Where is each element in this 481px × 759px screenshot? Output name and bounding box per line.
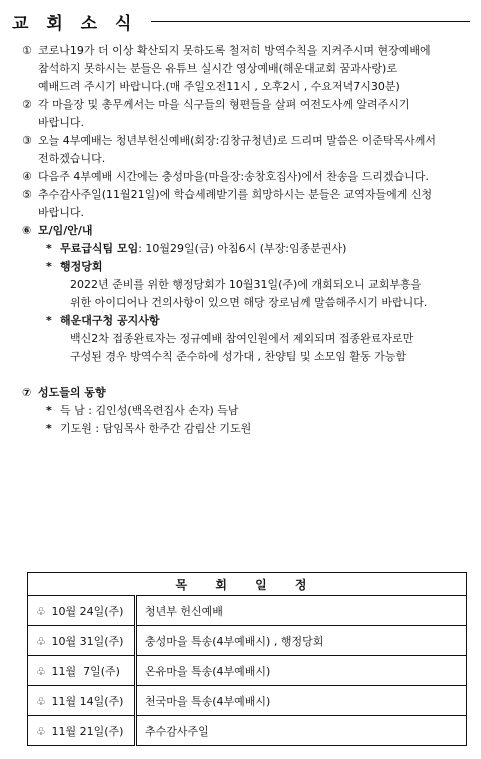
- news-item: [46, 420, 474, 438]
- section-title: 모/임/안/내: [38, 224, 93, 237]
- notice-text: 각 마을장 및 총무께서는 마을 식구들의 형편들을 살펴 여전도사께 알려주시기 바랍니다.: [38, 98, 410, 129]
- section-number: ⑦: [22, 386, 32, 399]
- news-item: [46, 402, 474, 420]
- meeting-label: 행정당회: [60, 260, 103, 273]
- notice-item: [22, 186, 474, 222]
- notice-text: 오늘 4부예배는 청년부헌신예배(회장:김창규청년)로 드리며 말씀은 이준탁목사께서 전하겠습니다.: [38, 134, 437, 165]
- table-row: [28, 656, 467, 686]
- news-text: 득 남 : 김인성(백옥련집사 손자) 득남: [60, 404, 239, 417]
- notice-item: [22, 132, 474, 168]
- bullet-star: *: [46, 260, 52, 273]
- bullet-star: *: [46, 404, 52, 417]
- schedule-date: [28, 716, 136, 746]
- schedule-event: 청년부 헌신예배: [136, 596, 467, 626]
- news-text: 기도원 : 담임목사 한주간 감림산 기도원: [60, 422, 252, 435]
- table-row: [28, 626, 467, 656]
- date-text: 11월 14일(주): [51, 694, 124, 708]
- notice-item: [22, 42, 474, 96]
- meeting-body: 백신2차 접종완료자는 정규예배 참여인원에서 제외되며 접종완료자로만 구성된 경우 방역수칙 준수하에 성가대 , 찬양팀 및 소모임 활동 가능함: [70, 332, 414, 363]
- bullet-star: *: [46, 314, 52, 327]
- notice-number: ⑤: [22, 188, 32, 201]
- schedule-date: [28, 656, 136, 686]
- schedule-date: [28, 686, 136, 716]
- meeting-item: [46, 240, 474, 258]
- clover-icon: ♧: [36, 634, 46, 648]
- schedule-table: [27, 572, 467, 746]
- meeting-body: 2022년 준비를 위한 행정당회가 10월31일(주)에 개회되오니 교회부흥을 위한 아이디어나 건의사항이 있으면 해당 장로님께 말씀해주시기 바랍니다.: [70, 278, 428, 309]
- notice-number: ②: [22, 98, 32, 111]
- notice-number: ①: [22, 44, 32, 57]
- schedule-date: [28, 626, 136, 656]
- notice-number: ③: [22, 134, 32, 147]
- schedule-event: 추수감사주일: [136, 716, 467, 746]
- table-row: [28, 716, 467, 746]
- meeting-section-heading: [22, 222, 474, 240]
- date-text: 11월 7일(주): [51, 664, 120, 678]
- clover-icon: ♧: [36, 604, 46, 618]
- clover-icon: ♧: [36, 694, 46, 708]
- notice-list: [22, 42, 474, 438]
- title-rule: [151, 21, 470, 22]
- meeting-label: 해운대구청 공지사항: [60, 314, 160, 327]
- news-section-heading: [22, 384, 474, 402]
- table-row: [28, 596, 467, 626]
- schedule-event: 천국마을 특송(4부예배시): [136, 686, 467, 716]
- schedule-date: [28, 596, 136, 626]
- schedule-event: 충성마을 특송(4부예배시) , 행정당회: [136, 626, 467, 656]
- bullet-star: *: [46, 242, 52, 255]
- schedule-event: 온유마을 특송(4부예배시): [136, 656, 467, 686]
- date-text: 10월 31일(주): [51, 634, 124, 648]
- notice-item: [22, 96, 474, 132]
- meeting-label: 무료급식팀 모임: [60, 242, 139, 255]
- table-row: [28, 686, 467, 716]
- clover-icon: ♧: [36, 664, 46, 678]
- notice-number: ④: [22, 170, 32, 183]
- section-title: 성도들의 동향: [38, 386, 106, 399]
- notice-item: [22, 168, 474, 186]
- meeting-item: [46, 258, 474, 312]
- meeting-item: [46, 312, 474, 366]
- schedule-title: 목 회 일 정: [28, 573, 467, 596]
- header: [12, 10, 470, 32]
- bullet-star: *: [46, 422, 52, 435]
- clover-icon: ♧: [36, 724, 46, 738]
- notice-text: 코로나19가 더 이상 확산되지 못하도록 철저히 방역수칙을 지켜주시며 현장예배에 참석하지 못하시는 분들은 유튜브 실시간 영상예배(해운대교회 꿈과사랑)로 예배드려 주시기 바랍니다.(매 주일오전11시 , 오후2시 , 수요저녁7시30분): [38, 44, 431, 93]
- meeting-detail: : 10월29일(금) 아침6시 (부장:임종분권사): [138, 242, 347, 255]
- page-title: 교 회 소 식: [12, 13, 138, 34]
- notice-text: 추수감사주일(11월21일)에 학습세례받기를 희망하시는 분들은 교역자들에게 신청 바랍니다.: [38, 188, 433, 219]
- date-text: 10월 24일(주): [51, 604, 124, 618]
- date-text: 11월 21일(주): [51, 724, 124, 738]
- notice-text: 다음주 4부예배 시간에는 충성마을(마을장:송창호집사)에서 찬송을 드리겠습니다.: [38, 170, 429, 183]
- section-number: ⑥: [22, 224, 32, 237]
